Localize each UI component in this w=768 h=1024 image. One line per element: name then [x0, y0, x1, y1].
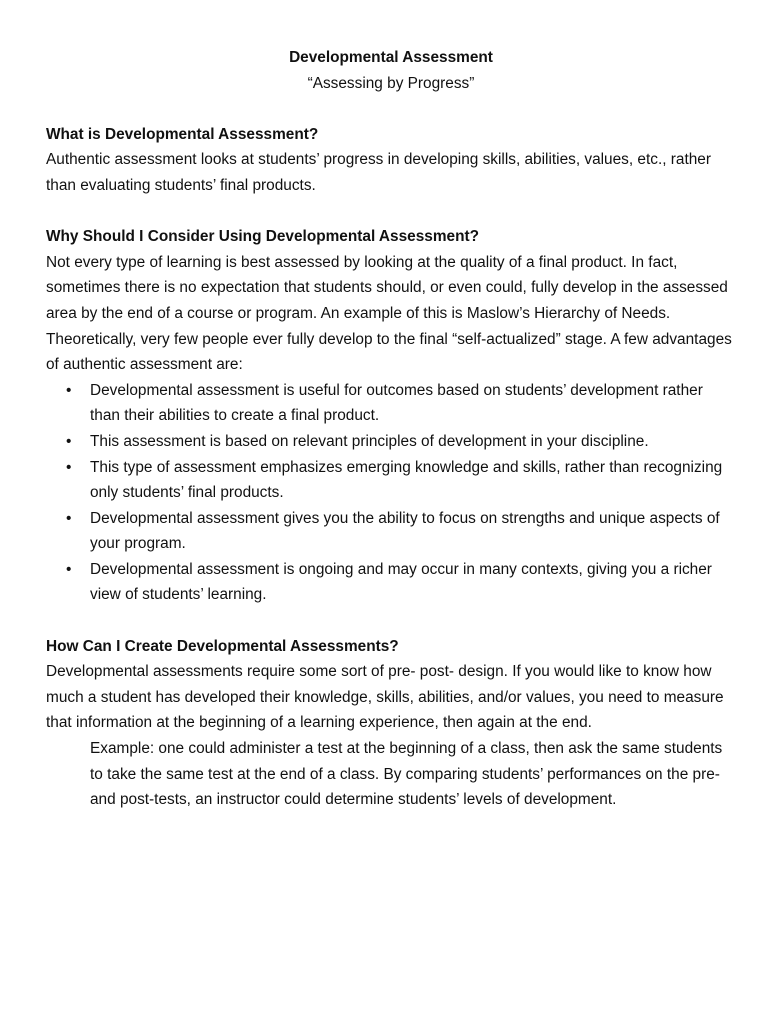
section-body-how: Developmental assessments require some sort of pre- post- design. If you would like to know how much a student has developed their knowledge, skills, abilities, and/or values, you need to measure that information at the beginning of a learning experience, then again at the end.	[46, 663, 724, 732]
bullet-icon: •	[66, 560, 72, 578]
list-item	[46, 378, 736, 429]
section-heading-how: How Can I Create Developmental Assessments?	[46, 637, 399, 655]
section-heading-what: What is Developmental Assessment?	[46, 125, 319, 143]
list-item	[46, 506, 736, 557]
bullet-icon: •	[66, 458, 72, 476]
list-item	[46, 557, 736, 608]
list-item-text: Developmental assessment is useful for outcomes based on students’ development rather than their abilities to create a final product.	[90, 381, 703, 425]
bullet-icon: •	[66, 432, 72, 450]
section-heading-why: Why Should I Consider Using Developmental Assessment?	[46, 228, 480, 246]
advantages-list	[46, 378, 736, 608]
document-subtitle: “Assessing by Progress”	[307, 74, 475, 92]
document-page	[46, 45, 736, 838]
document-title: Developmental Assessment	[289, 49, 493, 66]
title-block	[46, 45, 736, 96]
section-body-what: Authentic assessment looks at students’ progress in developing skills, abilities, values, etc., rather than evaluating students’ final products.	[46, 151, 711, 194]
list-item-text: Developmental assessment gives you the ability to focus on strengths and unique aspects of your program.	[90, 509, 720, 553]
list-item	[46, 455, 736, 506]
section-body-why: Not every type of learning is best assessed by looking at the quality of a final product. In fact, sometimes there is no expectation that students should, or even could, fully develop in the assessed area by the end of a course or program. An example of this is Maslow’s Hierarchy of Needs. Theoretically, very few people ever fully develop to the final “self-actualized” stage. A few advantages of authentic assessment are:	[46, 253, 732, 374]
section-what	[46, 122, 736, 199]
list-item-text: Developmental assessment is ongoing and may occur in many contexts, giving you a richer view of students’ learning.	[90, 560, 712, 604]
section-why	[46, 224, 736, 608]
list-item	[46, 429, 736, 455]
bullet-icon: •	[66, 509, 72, 527]
list-item-text: This type of assessment emphasizes emerging knowledge and skills, rather than recognizing only students’ final products.	[90, 458, 723, 502]
section-how	[46, 634, 736, 813]
example-paragraph: Example: one could administer a test at the beginning of a class, then ask the same students to take the same test at the end of a class. By comparing students’ performances on the pre- and post-tests, an instructor could determine students’ levels of development.	[90, 740, 723, 809]
list-item-text: This assessment is based on relevant principles of development in your discipline.	[90, 432, 649, 450]
bullet-icon: •	[66, 381, 72, 399]
